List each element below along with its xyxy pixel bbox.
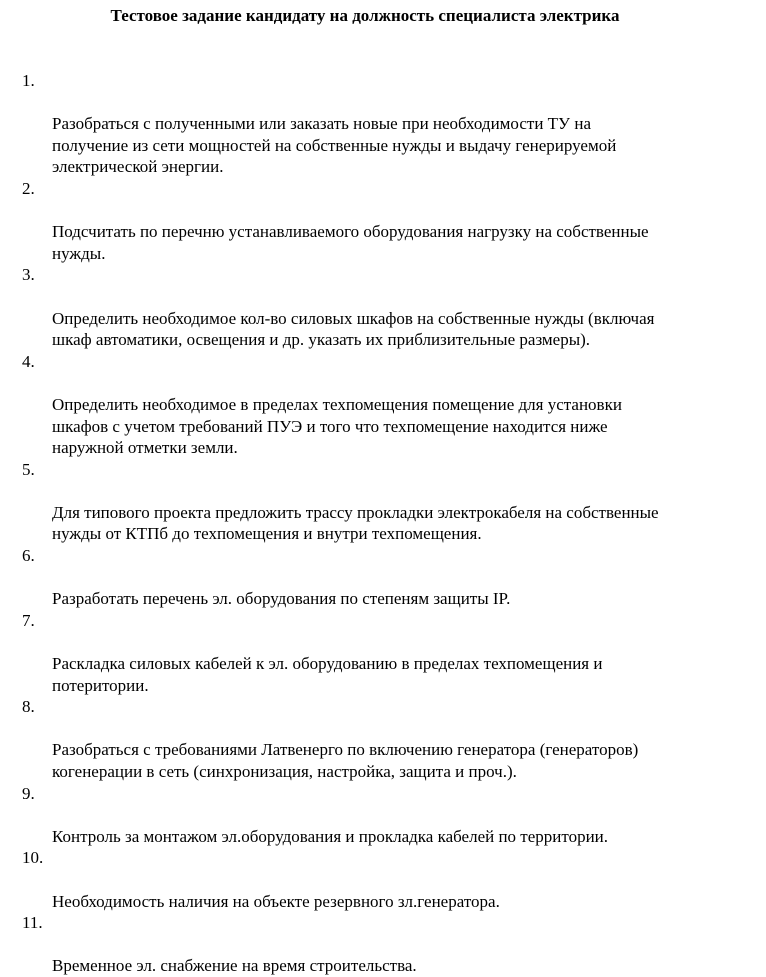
- list-item-number: 11.: [22, 913, 43, 933]
- document-title: Тестовое задание кандидату на должность специалиста электрика: [110, 6, 620, 25]
- list-item: [0, 610, 766, 696]
- list-item-text: Временное эл. снабжение на время строительства.: [52, 956, 417, 976]
- list-item-text: Разобраться с полученными или заказать новые при необходимости ТУ на получение из сети мощностей на собственные нужды и выдачу генерируемой электрической энергии.: [52, 114, 617, 177]
- list-item-number: 2.: [22, 178, 35, 198]
- list-item: [0, 847, 766, 912]
- list-item-number: 3.: [22, 265, 35, 285]
- task-list: [0, 70, 766, 977]
- list-item-text: Необходимость наличия на объекте резервного зл.генератора.: [52, 891, 500, 911]
- list-item: [0, 178, 766, 264]
- list-item: [0, 696, 766, 782]
- list-item-number: 4.: [22, 351, 35, 371]
- list-item-text: Определить необходимое кол-во силовых шкафов на собственные нужды (включая шкаф автоматики, освещения и др. указать их приблизительные размеры).: [52, 308, 655, 350]
- list-item-text: Определить необходимое в пределах техпомещения помещение для установки шкафов с учетом требований ПУЭ и того что техпомещение находится ниже наружной отметки земли.: [52, 394, 622, 458]
- list-item-number: 1.: [22, 71, 35, 90]
- list-item: [0, 545, 766, 610]
- list-item: [0, 912, 766, 977]
- list-item: [0, 264, 766, 350]
- list-item-number: 10.: [22, 848, 44, 868]
- list-item: [0, 459, 766, 545]
- list-item-number: 7.: [22, 610, 35, 630]
- list-item: [0, 70, 766, 178]
- list-item-number: 9.: [22, 783, 35, 803]
- list-item-number: 5.: [22, 459, 35, 479]
- list-item-text: Подсчитать по перечню устанавливаемого оборудования нагрузку на собственные нужды.: [52, 222, 649, 263]
- list-item-number: 8.: [22, 697, 35, 717]
- list-item: [0, 351, 766, 459]
- list-item-text: Разработать перечень эл. оборудования по степеням защиты IP.: [52, 589, 511, 609]
- list-item-text: Контроль за монтажом эл.оборудования и прокладка кабелей по территории.: [52, 826, 609, 846]
- list-item-text: Разобраться с требованиями Латвенерго по включению генератора (генераторов) когенерации в сеть (синхронизация, настройка, защита и проч.).: [52, 740, 639, 781]
- list-item-text: Для типового проекта предложить трассу прокладки электрокабеля на собственные нужды от КТПб до техпомещения и внутри техпомещения.: [52, 502, 659, 544]
- list-item-text: Раскладка силовых кабелей к эл. оборудованию в пределах техпомещения и потеритории.: [52, 654, 603, 695]
- list-item: [0, 783, 766, 848]
- list-item-number: 6.: [22, 546, 35, 566]
